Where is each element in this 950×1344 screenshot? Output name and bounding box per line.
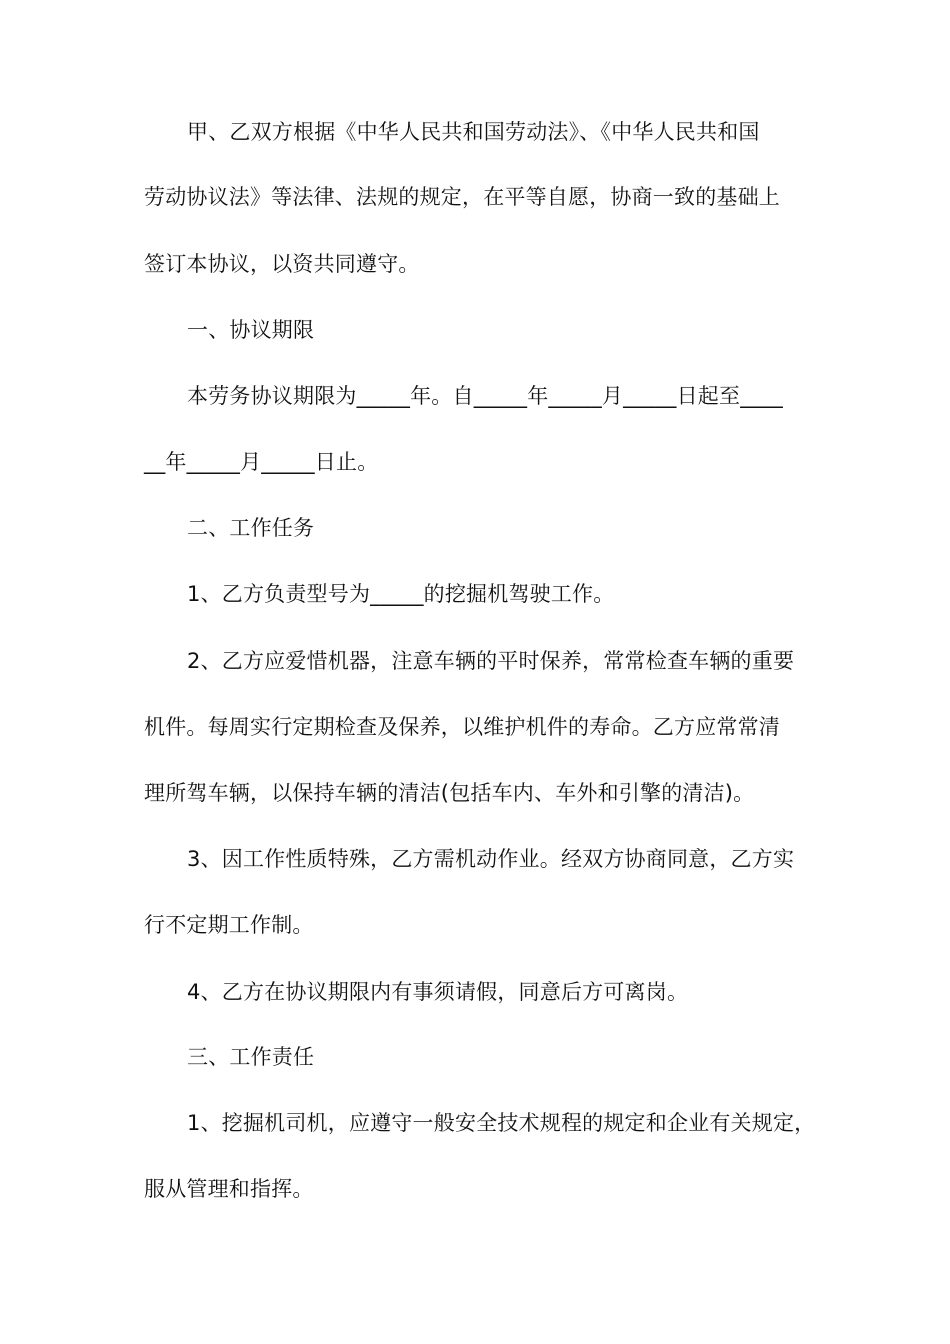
paragraph-intro-line-1: 甲、乙双方根据《中华人民共和国劳动法》、《中华人民共和国	[187, 120, 760, 144]
responsibility-item-1-line-2: 服从管理和指挥。	[144, 1177, 314, 1201]
paragraph-intro-line-2: 劳动协议法》等法律、法规的规定，在平等自愿，协商一致的基础上	[144, 185, 780, 209]
task-item-4: 4、乙方在协议期限内有事须请假，同意后方可离岗。	[187, 980, 689, 1004]
section-heading-responsibility: 三、工作责任	[187, 1045, 315, 1069]
term-line-1: 本劳务协议期限为_____年。自_____年_____月_____日起至____	[187, 384, 783, 408]
section-heading-term: 一、协议期限	[187, 318, 315, 342]
responsibility-item-1-line-1: 1、挖掘机司机，应遵守一般安全技术规程的规定和企业有关规定，	[187, 1111, 816, 1135]
task-item-2-line-3: 理所驾车辆，以保持车辆的清洁(包括车内、车外和引擎的清洁)。	[144, 781, 755, 805]
task-item-3-line-1: 3、因工作性质特殊，乙方需机动作业。经双方协商同意，乙方实	[187, 847, 795, 871]
task-item-3-line-2: 行不定期工作制。	[144, 913, 314, 937]
task-item-1: 1、乙方负责型号为_____的挖掘机驾驶工作。	[187, 582, 615, 606]
paragraph-intro-line-3: 签订本协议，以资共同遵守。	[144, 252, 420, 276]
task-item-2-line-2: 机件。每周实行定期检查及保养，以维护机件的寿命。乙方应常常清	[144, 715, 780, 739]
section-heading-tasks: 二、工作任务	[187, 516, 315, 540]
task-item-2-line-1: 2、乙方应爱惜机器，注意车辆的平时保养，常常检查车辆的重要	[187, 649, 795, 673]
term-line-2: __年_____月_____日止。	[144, 450, 379, 474]
